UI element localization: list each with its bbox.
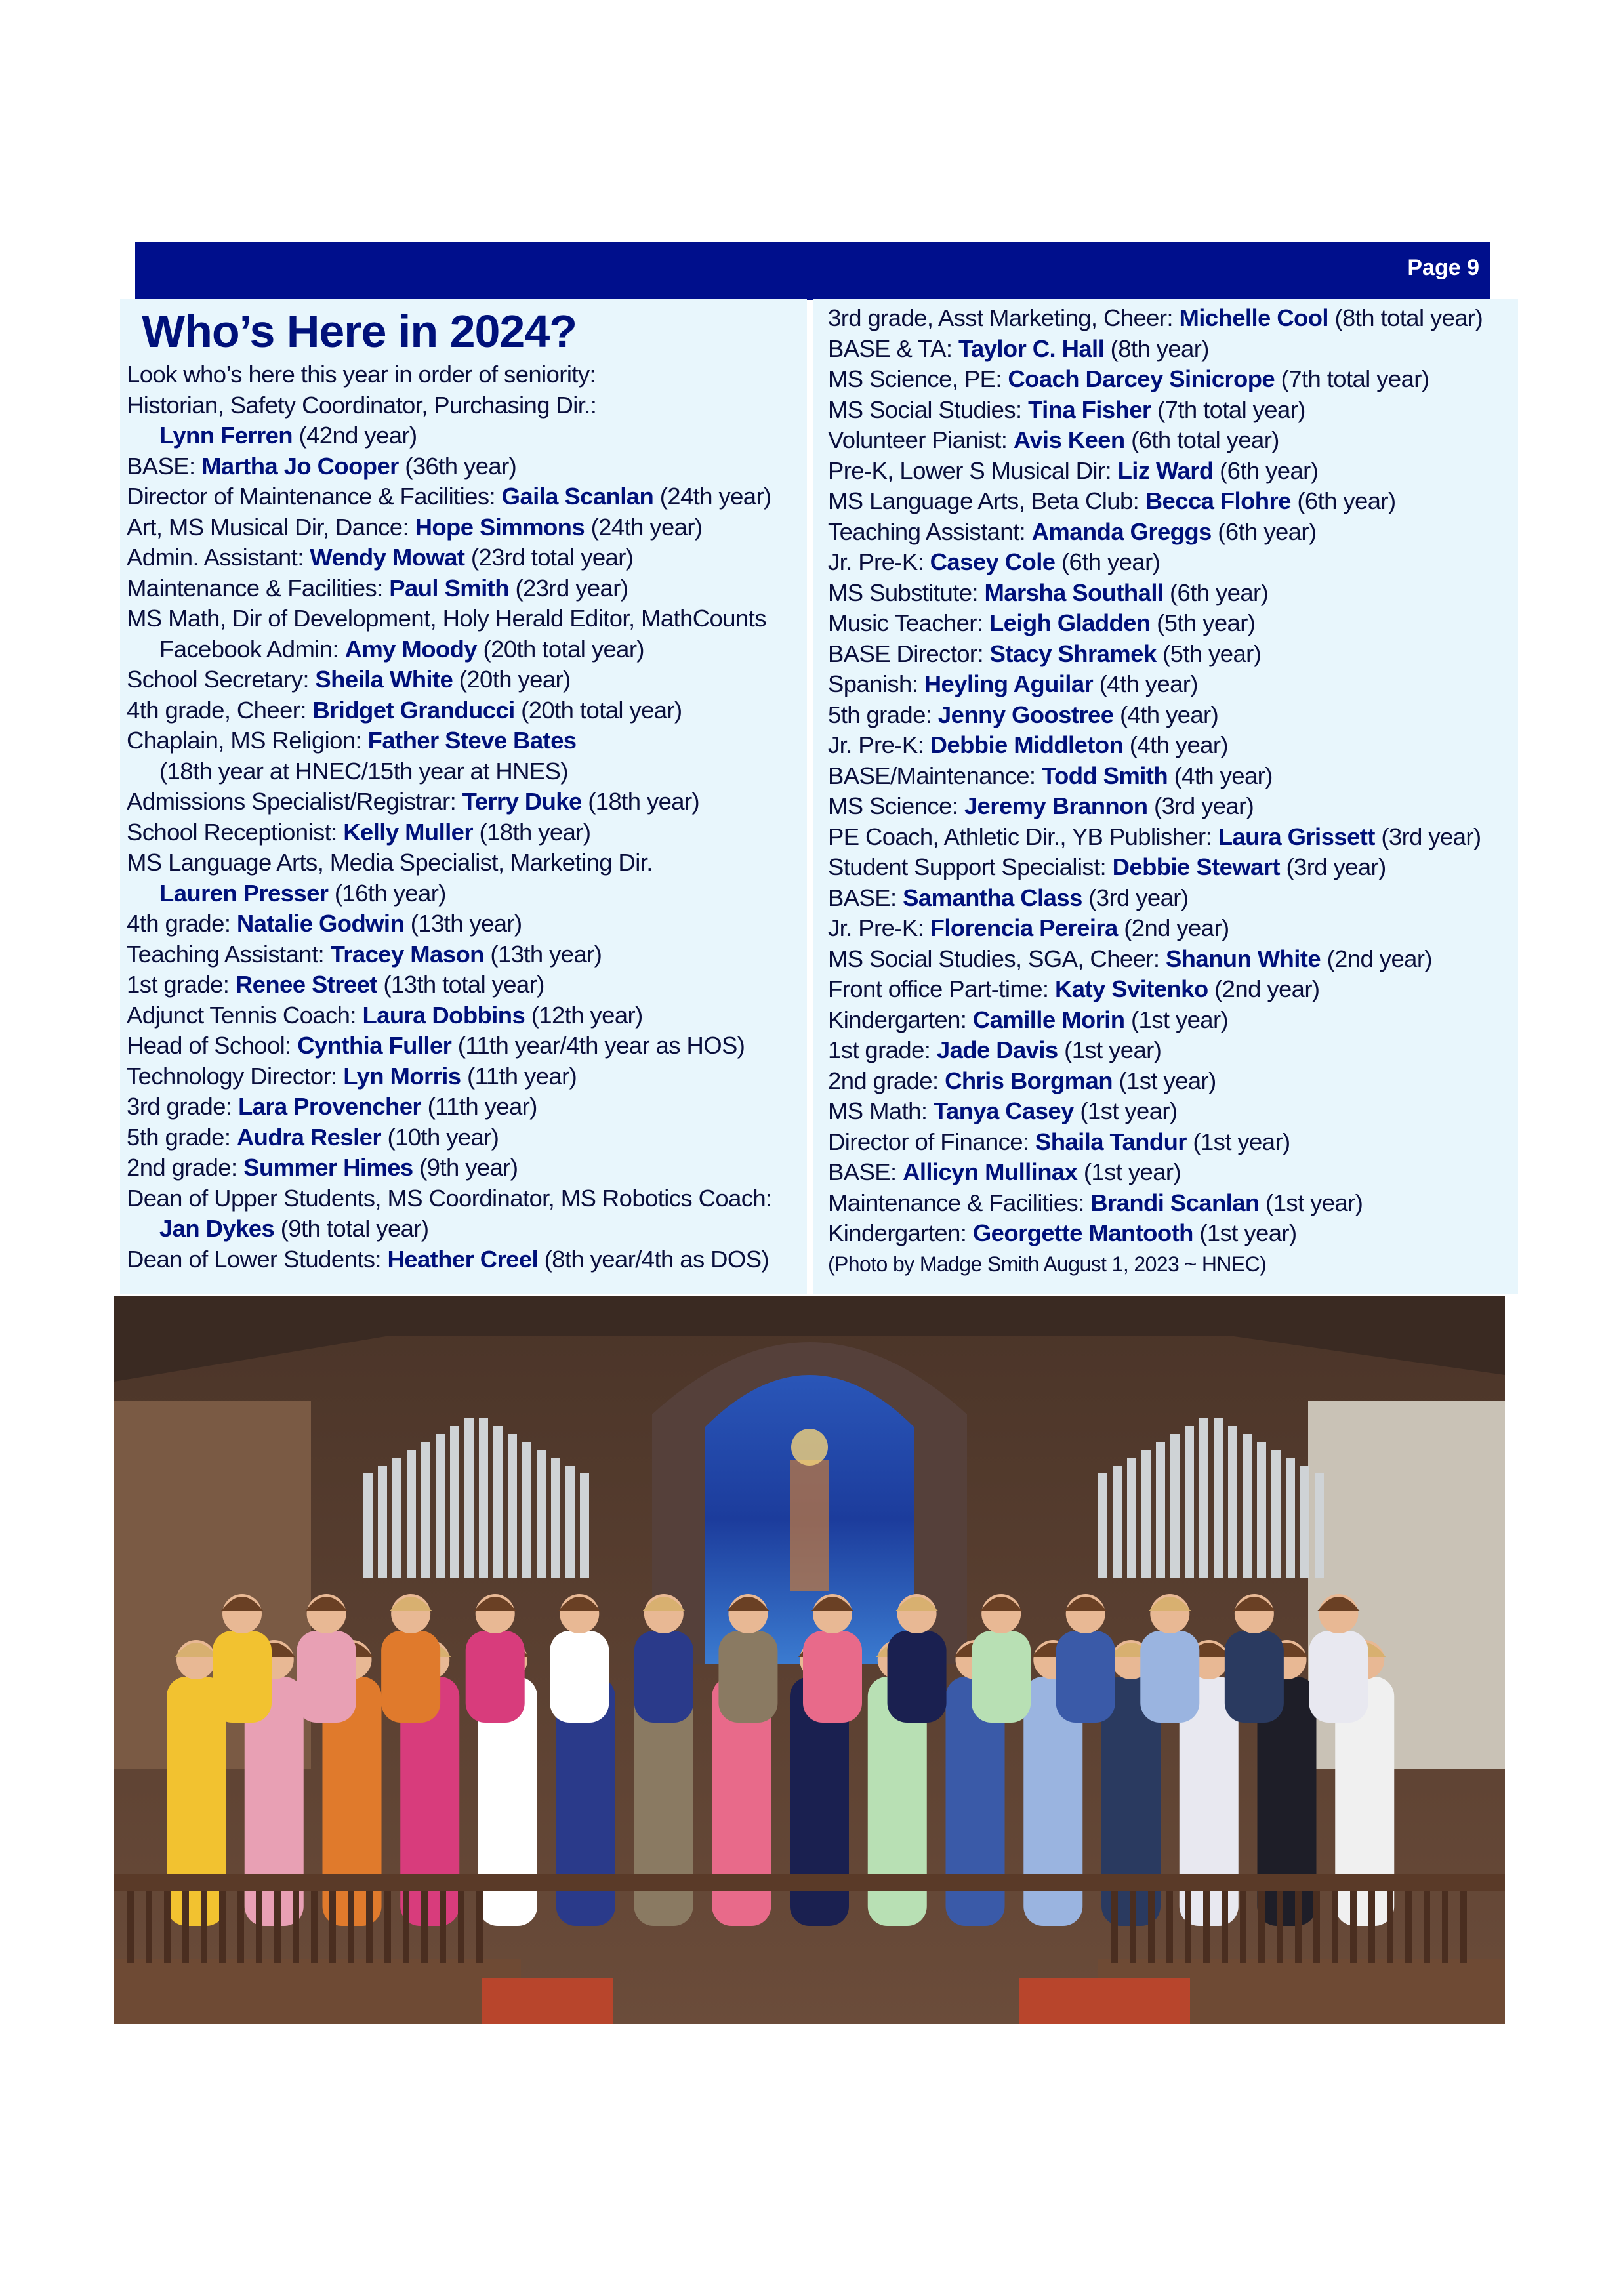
staff-name: Summer Himes	[243, 1154, 413, 1181]
staff-line	[127, 787, 802, 817]
staff-tenure: (9th total year)	[274, 1215, 429, 1242]
staff-line	[828, 730, 1517, 761]
staff-name: Father Steve Bates	[367, 727, 577, 754]
staff-role: BASE Director:	[828, 640, 990, 667]
staff-role: Jr. Pre-K:	[828, 914, 930, 941]
staff-role: Front office Part-time:	[828, 975, 1055, 1002]
staff-tenure: (6th year)	[1055, 548, 1161, 575]
staff-line	[828, 913, 1517, 944]
staff-tenure: (6th total year)	[1124, 426, 1279, 453]
staff-tenure: (12th year)	[525, 1001, 643, 1029]
staff-name: Heyling Aguilar	[924, 670, 1094, 697]
staff-tenure: (24th year)	[585, 513, 703, 541]
staff-line	[828, 334, 1517, 365]
staff-name: Allicyn Mullinax	[903, 1158, 1078, 1185]
staff-line	[828, 669, 1517, 700]
staff-line	[828, 1066, 1517, 1097]
staff-role: Head of School:	[127, 1032, 298, 1059]
staff-name: Casey Cole	[930, 548, 1056, 575]
page-header-bar	[135, 242, 1490, 300]
staff-tenure: (13th year)	[404, 910, 522, 937]
staff-role: School Secretary:	[127, 666, 316, 693]
staff-tenure: (13th total year)	[377, 971, 544, 998]
staff-name: Todd Smith	[1042, 762, 1168, 789]
staff-name: Jenny Goostree	[937, 701, 1114, 728]
staff-name: Laura Dobbins	[362, 1001, 525, 1029]
staff-tenure: (7th total year)	[1275, 365, 1429, 392]
staff-role: 4th grade, Cheer:	[127, 696, 313, 724]
staff-role: Dean of Lower Students:	[127, 1245, 388, 1273]
staff-tenure: (6th year)	[1213, 457, 1319, 484]
staff-role: 5th grade:	[127, 1123, 237, 1151]
staff-role: BASE & TA:	[828, 335, 958, 362]
staff-role: Director of Maintenance & Facilities:	[127, 483, 502, 510]
staff-tenure: (1st year)	[1112, 1067, 1216, 1094]
staff-line	[127, 1122, 802, 1153]
staff-name: Lara Provencher	[237, 1093, 422, 1120]
staff-role: Pre-K, Lower S Musical Dir:	[828, 457, 1118, 484]
staff-line	[828, 547, 1517, 578]
staff-tenure: (4th year)	[1123, 731, 1228, 758]
staff-role: Spanish:	[828, 670, 924, 697]
staff-line	[127, 756, 802, 787]
staff-name: Chris Borgman	[945, 1067, 1113, 1094]
staff-role: BASE/Maintenance:	[828, 762, 1042, 789]
staff-name: Taylor C. Hall	[958, 335, 1105, 362]
staff-name: Martha Jo Cooper	[201, 452, 399, 480]
staff-tenure: (8th year/4th as DOS)	[538, 1245, 770, 1273]
staff-role: Adjunct Tennis Coach:	[127, 1001, 363, 1029]
staff-line	[828, 364, 1517, 395]
staff-line	[828, 608, 1517, 639]
staff-role: Kindergarten:	[828, 1220, 973, 1246]
staff-role: Admissions Specialist/Registrar:	[127, 788, 462, 815]
staff-role: 3rd grade:	[127, 1093, 238, 1120]
staff-name: Camille Morin	[972, 1006, 1125, 1033]
staff-name: Michelle Cool	[1179, 304, 1328, 331]
staff-line	[127, 1183, 802, 1214]
staff-line	[828, 791, 1517, 822]
staff-role: Kindergarten:	[828, 1006, 973, 1033]
staff-name: Debbie Middleton	[930, 731, 1124, 758]
staff-name: Marsha Southall	[984, 579, 1164, 606]
staff-role: BASE:	[828, 1158, 903, 1185]
staff-line	[828, 822, 1517, 853]
photo-caption	[828, 1249, 1517, 1280]
staff-name: Avis Keen	[1013, 426, 1125, 453]
staff-tenure: (24th year)	[653, 483, 771, 510]
staff-line	[127, 1214, 802, 1244]
page-number: Page 9	[1407, 255, 1479, 280]
staff-name: Sheila White	[315, 666, 453, 693]
staff-role: Student Support Specialist:	[828, 853, 1113, 880]
staff-line	[828, 425, 1517, 456]
staff-tenure: (4th year)	[1093, 670, 1198, 697]
staff-role: MS Social Studies:	[828, 396, 1029, 423]
staff-role: 4th grade:	[127, 910, 237, 937]
staff-role: Technology Director:	[127, 1062, 344, 1090]
staff-role: Art, MS Musical Dir, Dance:	[127, 513, 415, 541]
staff-tenure: (5th year)	[1156, 640, 1262, 667]
staff-tenure: (1st year)	[1077, 1158, 1181, 1185]
staff-line	[828, 639, 1517, 670]
staff-name: Laura Grissett	[1218, 823, 1375, 850]
page-title: Who’s Here in 2024?	[142, 306, 577, 357]
staff-tenure: (20th total year)	[514, 696, 682, 724]
staff-tenure: (23rd total year)	[464, 544, 634, 571]
staff-name: Tanya Casey	[933, 1097, 1074, 1124]
staff-line	[127, 390, 802, 421]
staff-line	[127, 451, 802, 482]
staff-tenure: (16th year)	[328, 879, 446, 907]
staff-role: MS Science:	[828, 792, 964, 819]
staff-name: Florencia Pereira	[930, 914, 1118, 941]
staff-role: (18th year at HNEC/15th year at HNES)	[159, 757, 568, 785]
staff-role: Director of Finance:	[828, 1128, 1036, 1155]
staff-line	[127, 909, 802, 939]
staff-name: Amanda Greggs	[1031, 518, 1212, 545]
staff-role: MS Substitute:	[828, 579, 985, 606]
staff-tenure: (11th year)	[421, 1093, 537, 1120]
staff-name: Natalie Godwin	[236, 910, 405, 937]
staff-role: Facebook Admin:	[159, 635, 345, 663]
staff-name: Stacy Shramek	[989, 640, 1157, 667]
staff-line	[127, 634, 802, 665]
staff-line	[828, 944, 1517, 975]
staff-tenure: (1st year)	[1193, 1220, 1297, 1246]
staff-name: Heather Creel	[387, 1245, 539, 1273]
staff-name: Brandi Scanlan	[1090, 1189, 1260, 1216]
staff-tenure: (18th year)	[581, 788, 700, 815]
staff-role: 3rd grade, Asst Marketing, Cheer:	[828, 304, 1180, 331]
staff-name: Liz Ward	[1117, 457, 1214, 484]
staff-line	[127, 543, 802, 573]
staff-tenure: (8th total year)	[1328, 304, 1483, 331]
staff-tenure: (2nd year)	[1208, 975, 1320, 1002]
staff-name: Jade Davis	[936, 1036, 1058, 1063]
staff-list-right	[828, 303, 1517, 1279]
staff-role: Volunteer Pianist:	[828, 426, 1014, 453]
staff-line	[127, 665, 802, 695]
staff-tenure: (9th year)	[413, 1154, 518, 1181]
staff-tenure: (13th year)	[483, 940, 602, 968]
staff-name: Renee Street	[235, 971, 377, 998]
staff-tenure: (23rd year)	[508, 574, 628, 602]
staff-tenure: (6th year)	[1290, 487, 1396, 514]
staff-role: Admin. Assistant:	[127, 544, 310, 571]
staff-tenure: (1st year)	[1124, 1006, 1229, 1033]
staff-line	[127, 726, 802, 756]
staff-role: MS Language Arts, Beta Club:	[828, 487, 1145, 514]
staff-name: Kelly Muller	[343, 818, 473, 846]
staff-role: 1st grade:	[828, 1036, 937, 1063]
staff-name: Audra Resler	[236, 1123, 381, 1151]
staff-list-left	[127, 359, 802, 1275]
staff-name: Hope Simmons	[415, 513, 585, 541]
staff-role: Chaplain, MS Religion:	[127, 727, 368, 754]
staff-line	[127, 848, 802, 878]
staff-line	[127, 1031, 802, 1061]
staff-tenure: (2nd year)	[1321, 945, 1432, 972]
staff-name: Katy Svitenko	[1054, 975, 1208, 1002]
staff-name: Becca Flohre	[1145, 487, 1291, 514]
staff-tenure: (20th total year)	[477, 635, 644, 663]
staff-line	[828, 303, 1517, 334]
staff-name: Shanun White	[1165, 945, 1321, 972]
staff-line	[828, 395, 1517, 426]
staff-group-photo	[114, 1296, 1505, 2024]
staff-name: Jan Dykes	[159, 1215, 275, 1242]
staff-line	[127, 878, 802, 909]
staff-role: Maintenance & Facilities:	[127, 574, 390, 602]
staff-role: 5th grade:	[828, 701, 938, 728]
staff-name: Lyn Morris	[343, 1062, 461, 1090]
staff-line	[127, 512, 802, 543]
staff-line	[127, 1092, 802, 1122]
staff-role: Teaching Assistant:	[127, 940, 331, 968]
staff-tenure: (4th year)	[1113, 701, 1219, 728]
staff-name: Bridget Granducci	[312, 696, 515, 724]
staff-name: Coach Darcey Sinicrope	[1008, 365, 1275, 392]
staff-role: Music Teacher:	[828, 609, 989, 636]
staff-line	[127, 420, 802, 451]
staff-tenure: (1st year)	[1073, 1097, 1178, 1124]
staff-name: Shaila Tandur	[1035, 1128, 1187, 1155]
staff-role: Jr. Pre-K:	[828, 731, 930, 758]
staff-role: (Photo by Madge Smith August 1, 2023 ~ HNEC)	[828, 1252, 1267, 1276]
staff-line	[828, 1218, 1517, 1249]
staff-line	[127, 939, 802, 970]
staff-role: PE Coach, Athletic Dir., YB Publisher:	[828, 823, 1218, 850]
staff-tenure: (5th year)	[1150, 609, 1256, 636]
staff-name: Paul Smith	[389, 574, 509, 602]
staff-line	[828, 1127, 1517, 1158]
staff-name: Leigh Gladden	[989, 609, 1151, 636]
staff-line	[127, 604, 802, 634]
staff-line	[828, 974, 1517, 1005]
staff-line	[828, 1188, 1517, 1219]
staff-tenure: (1st year)	[1259, 1189, 1363, 1216]
staff-role: 2nd grade:	[828, 1067, 945, 1094]
staff-line	[828, 1035, 1517, 1066]
staff-tenure: (42nd year)	[292, 422, 417, 449]
staff-line	[828, 883, 1517, 914]
staff-tenure: (8th year)	[1104, 335, 1209, 362]
staff-line	[127, 482, 802, 512]
staff-line	[127, 1000, 802, 1031]
staff-role: Dean of Upper Students, MS Coordinator, MS Robotics Coach:	[127, 1184, 772, 1212]
staff-role: 2nd grade:	[127, 1154, 244, 1181]
staff-role: 1st grade:	[127, 971, 236, 998]
staff-tenure: (20th year)	[453, 666, 571, 693]
staff-role: MS Social Studies, SGA, Cheer:	[828, 945, 1166, 972]
staff-name: Cynthia Fuller	[297, 1032, 452, 1059]
staff-tenure: (10th year)	[380, 1123, 499, 1151]
staff-name: Amy Moody	[344, 635, 478, 663]
staff-role: BASE:	[828, 884, 903, 911]
staff-line	[127, 573, 802, 604]
staff-name: Jeremy Brannon	[964, 792, 1148, 819]
staff-name: Tina Fisher	[1028, 396, 1151, 423]
staff-name: Lauren Presser	[159, 879, 329, 907]
staff-tenure: (6th year)	[1163, 579, 1269, 606]
staff-line	[127, 970, 802, 1000]
staff-line	[828, 761, 1517, 792]
staff-role: School Receptionist:	[127, 818, 344, 846]
staff-name: Terry Duke	[462, 788, 582, 815]
staff-tenure: (3rd year)	[1082, 884, 1189, 911]
staff-line	[127, 695, 802, 726]
staff-tenure: (1st year)	[1058, 1036, 1162, 1063]
staff-name: Debbie Stewart	[1112, 853, 1280, 880]
staff-line	[127, 817, 802, 848]
staff-role: MS Math:	[828, 1097, 934, 1124]
staff-role: Maintenance & Facilities:	[828, 1189, 1091, 1216]
staff-line	[127, 1061, 802, 1092]
staff-name: Georgette Mantooth	[972, 1220, 1193, 1246]
staff-tenure: (2nd year)	[1117, 914, 1229, 941]
staff-line	[828, 486, 1517, 517]
staff-role: MS Language Arts, Media Specialist, Marketing Dir.	[127, 849, 653, 876]
staff-line	[127, 1153, 802, 1183]
staff-line	[828, 1005, 1517, 1036]
staff-line	[828, 517, 1517, 548]
staff-tenure: (36th year)	[398, 452, 517, 480]
staff-role: Jr. Pre-K:	[828, 548, 930, 575]
staff-tenure: (18th year)	[472, 818, 591, 846]
staff-tenure: (4th year)	[1168, 762, 1273, 789]
staff-tenure: (6th year)	[1211, 518, 1317, 545]
staff-line	[828, 1096, 1517, 1127]
staff-role: Historian, Safety Coordinator, Purchasing Dir.:	[127, 391, 597, 419]
staff-name: Samantha Class	[903, 884, 1082, 911]
staff-line	[828, 852, 1517, 883]
staff-tenure: (11th year/4th year as HOS)	[451, 1032, 745, 1059]
staff-tenure: (3rd year)	[1279, 853, 1386, 880]
staff-tenure: (7th total year)	[1151, 396, 1305, 423]
staff-role: BASE:	[127, 452, 202, 480]
staff-line	[828, 456, 1517, 487]
staff-name: Gaila Scanlan	[501, 483, 654, 510]
staff-role: MS Science, PE:	[828, 365, 1008, 392]
staff-line	[828, 1157, 1517, 1188]
staff-line	[828, 700, 1517, 731]
staff-name: Lynn Ferren	[159, 422, 293, 449]
staff-tenure: (1st year)	[1186, 1128, 1290, 1155]
intro-line: Look who’s here this year in order of seniority:	[127, 361, 596, 388]
staff-role: Teaching Assistant:	[828, 518, 1032, 545]
staff-name: Tracey Mason	[330, 940, 484, 968]
staff-name: Wendy Mowat	[310, 544, 465, 571]
staff-tenure: (11th year)	[461, 1062, 577, 1090]
staff-line	[127, 1244, 802, 1275]
staff-tenure: (3rd year)	[1147, 792, 1254, 819]
staff-tenure: (3rd year)	[1374, 823, 1481, 850]
staff-role: MS Math, Dir of Development, Holy Herald Editor, MathCounts	[127, 605, 766, 632]
staff-line	[828, 578, 1517, 609]
